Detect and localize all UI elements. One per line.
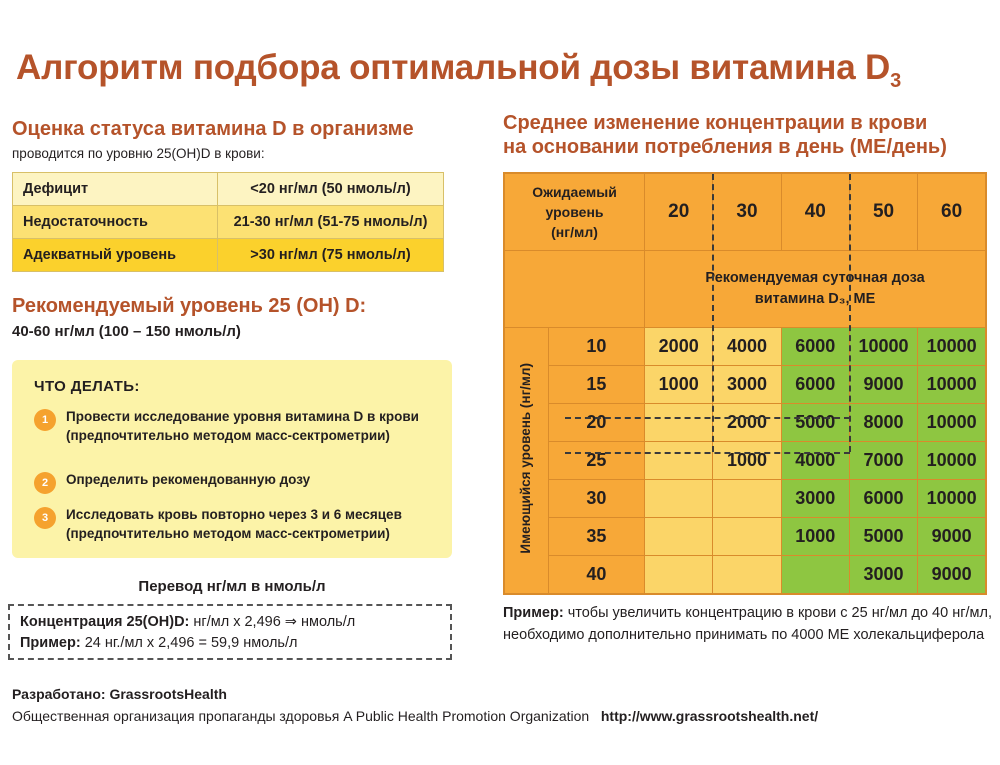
step-line-1: Определить рекомендованную дозу (66, 472, 311, 487)
list-item (34, 506, 446, 543)
cell-15-20: 1000 (645, 366, 713, 404)
daily-dose-header (645, 251, 986, 328)
conversion-title: Перевод нг/мл в нмоль/л (138, 578, 326, 595)
conversion-formula-value: нг/мл х 2,496 ⇒ нмоль/л (189, 614, 356, 630)
list-item (34, 471, 446, 494)
cell-25-30: 1000 (713, 442, 781, 480)
conversion-example (20, 633, 440, 654)
table-row (504, 404, 986, 442)
cell-30-30 (713, 480, 781, 518)
daily-dose-line2: витамина D₃, МЕ (754, 291, 876, 307)
status-heading: Оценка статуса витамина D в организме (12, 118, 414, 140)
conversion-example-label: Пример: (20, 635, 81, 652)
row-header-40: 40 (548, 556, 644, 595)
status-label: Адекватный уровень (13, 239, 218, 272)
page-title-subscript: 3 (890, 70, 902, 92)
cell-40-20 (645, 556, 713, 595)
table-row (13, 239, 444, 272)
step-line-1: Провести исследование уровня витамина D в крови (66, 409, 419, 424)
cell-30-50: 6000 (849, 480, 917, 518)
cell-35-60: 9000 (918, 518, 986, 556)
step-line-2: (предпочтительно методом масс-сектрометрии) (66, 427, 390, 443)
cell-20-60: 10000 (918, 404, 986, 442)
table-header-row (504, 173, 986, 251)
cell-25-60: 10000 (918, 442, 986, 480)
step-text (66, 408, 419, 445)
column-header-50: 50 (849, 173, 917, 251)
conversion-box (8, 604, 452, 660)
table-row (13, 206, 444, 239)
status-value: 21-30 нг/мл (51-75 нмоль/л) (218, 206, 444, 239)
list-item (34, 408, 446, 445)
cell-15-40: 6000 (781, 366, 849, 404)
expected-level-line2: уровень (545, 203, 604, 220)
footer-organization-line (12, 708, 818, 724)
expected-level-header (504, 173, 645, 251)
footer-url[interactable]: http://www.grassrootshealth.net/ (600, 708, 819, 724)
cell-15-50: 9000 (849, 366, 917, 404)
cell-10-60: 10000 (918, 328, 986, 366)
vitamin-d-status-table (12, 172, 444, 272)
cell-10-40: 6000 (781, 328, 849, 366)
table-row (504, 480, 986, 518)
footer-developed-by: Разработано: GrassrootsHealth (12, 686, 227, 702)
cell-10-20: 2000 (645, 328, 713, 366)
cell-10-30: 4000 (713, 328, 781, 366)
recommended-level-value: 40-60 нг/мл (100 – 150 нмоль/л) (12, 323, 241, 340)
status-subheading: проводится по уровню 25(OH)D в крови: (12, 146, 265, 161)
column-header-30: 30 (713, 173, 781, 251)
step-text (66, 506, 402, 543)
conversion-formula (20, 612, 440, 633)
cell-15-30: 3000 (713, 366, 781, 404)
cell-25-40: 4000 (781, 442, 849, 480)
cell-20-40: 5000 (781, 404, 849, 442)
table-row (504, 366, 986, 404)
cell-30-40: 3000 (781, 480, 849, 518)
cell-35-50: 5000 (849, 518, 917, 556)
cell-40-60: 9000 (918, 556, 986, 595)
page-title-text: Алгоритм подбора оптимальной дозы витамина D (16, 48, 891, 87)
status-label: Дефицит (13, 173, 218, 206)
recommended-dose-table (503, 172, 987, 595)
row-header-15: 15 (548, 366, 644, 404)
column-header-20: 20 (645, 173, 713, 251)
what-to-do-title: ЧТО ДЕЛАТЬ: (34, 378, 140, 395)
cell-35-30 (713, 518, 781, 556)
current-level-vertical-label (504, 328, 548, 595)
cell-40-30 (713, 556, 781, 595)
footer-org-text: Общественная организация пропаганды здоровья A Public Health Promotion Organization (12, 708, 590, 724)
step-line-1: Исследовать кровь повторно через 3 и 6 месяцев (66, 507, 402, 522)
current-level-vertical-text: Имеющийся уровень (нг/мл) (518, 362, 534, 554)
cell-25-50: 7000 (849, 442, 917, 480)
cell-35-20 (645, 518, 713, 556)
dose-table-heading-line2: на основании потребления в день (МЕ/день) (503, 135, 947, 158)
status-value: <20 нг/мл (50 нмоль/л) (218, 173, 444, 206)
cell-35-40: 1000 (781, 518, 849, 556)
row-header-25: 25 (548, 442, 644, 480)
table-header-row (504, 251, 986, 328)
example-note-text: чтобы увеличить концентрацию в крови с 25 нг/мл до 40 нг/мл, необходимо дополнительно принимать по 4000 МЕ холекальциферола (503, 605, 992, 643)
table-row (504, 518, 986, 556)
status-label: Недостаточность (13, 206, 218, 239)
table-row (504, 556, 986, 595)
dose-table-heading-line1: Среднее изменение концентрации в крови (503, 112, 928, 134)
recommended-level-heading: Рекомендуемый уровень 25 (OH) D: (12, 295, 367, 317)
cell-20-30: 2000 (713, 404, 781, 442)
what-to-do-box (12, 360, 452, 558)
step-number-badge: 2 (34, 472, 56, 494)
column-header-40: 40 (781, 173, 849, 251)
expected-level-line1: Ожидаемый (532, 183, 617, 200)
table-row (504, 328, 986, 366)
step-number-badge: 1 (34, 409, 56, 431)
cell-30-20 (645, 480, 713, 518)
row-header-20: 20 (548, 404, 644, 442)
row-header-10: 10 (548, 328, 644, 366)
table-row (504, 442, 986, 480)
step-number-badge: 3 (34, 507, 56, 529)
cell-40-50: 3000 (849, 556, 917, 595)
cell-15-60: 10000 (918, 366, 986, 404)
step-text (66, 471, 310, 490)
example-note (503, 603, 993, 647)
cell-25-20 (645, 442, 713, 480)
cell-40-40 (781, 556, 849, 595)
step-line-2: (предпочтительно методом масс-сектрометрии) (66, 525, 390, 541)
status-value: >30 нг/мл (75 нмоль/л) (218, 239, 444, 272)
cell-20-50: 8000 (849, 404, 917, 442)
table-row (13, 173, 444, 206)
conversion-example-value: 24 нг./мл х 2,496 = 59,9 нмоль/л (80, 635, 298, 652)
example-note-label: Пример: (503, 605, 564, 621)
row-header-30: 30 (548, 480, 644, 518)
column-header-60: 60 (918, 173, 986, 251)
page-title (16, 48, 986, 93)
dose-table-heading (503, 112, 947, 159)
cell-20-20 (645, 404, 713, 442)
conversion-formula-label: Концентрация 25(OH)D: (20, 614, 190, 630)
daily-dose-line1: Рекомендуемая суточная доза (705, 269, 925, 286)
cell-10-50: 10000 (849, 328, 917, 366)
expected-level-line3: (нг/мл) (551, 224, 598, 241)
cell-30-60: 10000 (918, 480, 986, 518)
dose-header-spacer (504, 251, 645, 328)
row-header-35: 35 (548, 518, 644, 556)
